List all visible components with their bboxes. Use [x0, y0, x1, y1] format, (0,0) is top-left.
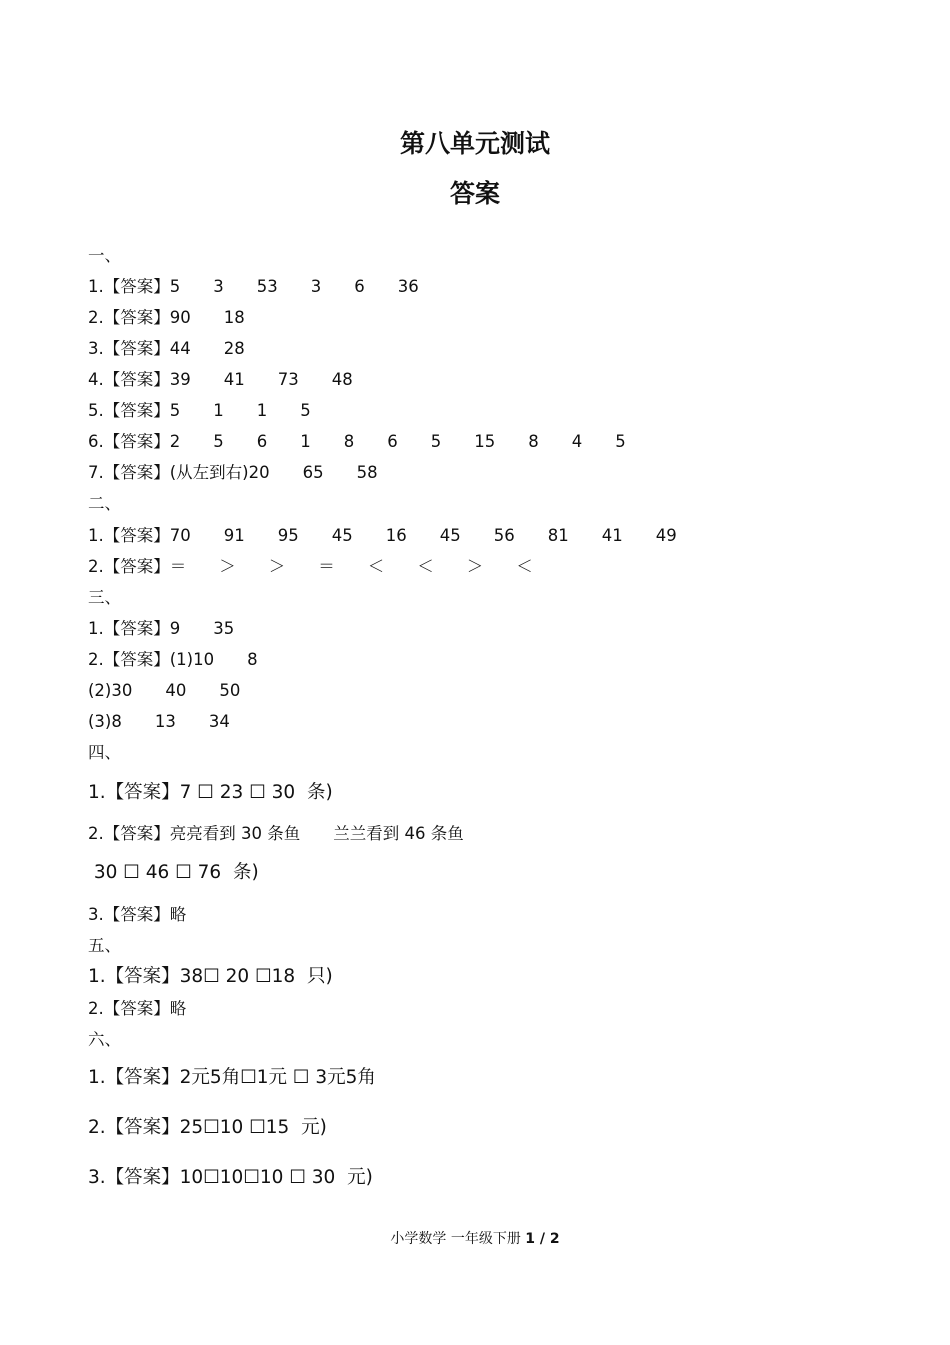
- answer-line: 4.【答案】39 41 73 48: [88, 370, 353, 389]
- answer-line: 3.【答案】44 28: [88, 339, 245, 358]
- answer-line: 3.【答案】略: [88, 905, 187, 924]
- page-footer: [0, 1228, 950, 1248]
- page-number: 1 / 2: [525, 1231, 560, 1247]
- answer-line: 2.【答案】(1)10 8: [88, 650, 258, 669]
- answer-line: 5.【答案】5 1 1 5: [88, 401, 311, 420]
- page-subtitle: 答案: [449, 179, 500, 208]
- answer-line: 2.【答案】25☐10 ☐15 元): [88, 1117, 327, 1138]
- footer-subject: 小学数学 一年级下册: [390, 1231, 521, 1247]
- answer-line: 2.【答案】＝ ＞ ＞ ＝ ＜ ＜ ＞ ＜: [88, 557, 533, 576]
- answer-line: 2.【答案】略: [88, 999, 187, 1018]
- answer-line: 1.【答案】38☐ 20 ☐18 只): [88, 966, 333, 987]
- answer-line: 2.【答案】90 18: [88, 308, 245, 327]
- section-3-heading: 三、: [88, 588, 121, 607]
- section-2-heading: 二、: [88, 494, 121, 513]
- section-6-heading: 六、: [88, 1030, 121, 1049]
- answer-line: 1.【答案】70 91 95 45 16 45 56 81 41 49: [88, 526, 677, 545]
- page-title: 第八单元测试: [399, 129, 550, 158]
- answer-line: 2.【答案】亮亮看到 30 条鱼 兰兰看到 46 条鱼: [88, 824, 464, 843]
- section-5-heading: 五、: [88, 936, 121, 955]
- answer-line: 1.【答案】5 3 53 3 6 36: [88, 277, 419, 296]
- answer-line: (2)30 40 50: [88, 681, 241, 700]
- section-1-heading: 一、: [88, 246, 121, 265]
- answer-line: 3.【答案】10☐10☐10 ☐ 30 元): [88, 1167, 373, 1188]
- answer-line: 1.【答案】7 ☐ 23 ☐ 30 条): [88, 782, 333, 803]
- answer-line: 1.【答案】2元5角☐1元 ☐ 3元5角: [88, 1067, 376, 1088]
- answer-line: 1.【答案】9 35: [88, 619, 235, 638]
- answer-line: (3)8 13 34: [88, 712, 230, 731]
- answer-line: 30 ☐ 46 ☐ 76 条): [88, 862, 259, 883]
- answer-line: 6.【答案】2 5 6 1 8 6 5 15 8 4 5: [88, 432, 626, 451]
- answer-line: 7.【答案】(从左到右)20 65 58: [88, 463, 378, 482]
- section-4-heading: 四、: [88, 743, 121, 762]
